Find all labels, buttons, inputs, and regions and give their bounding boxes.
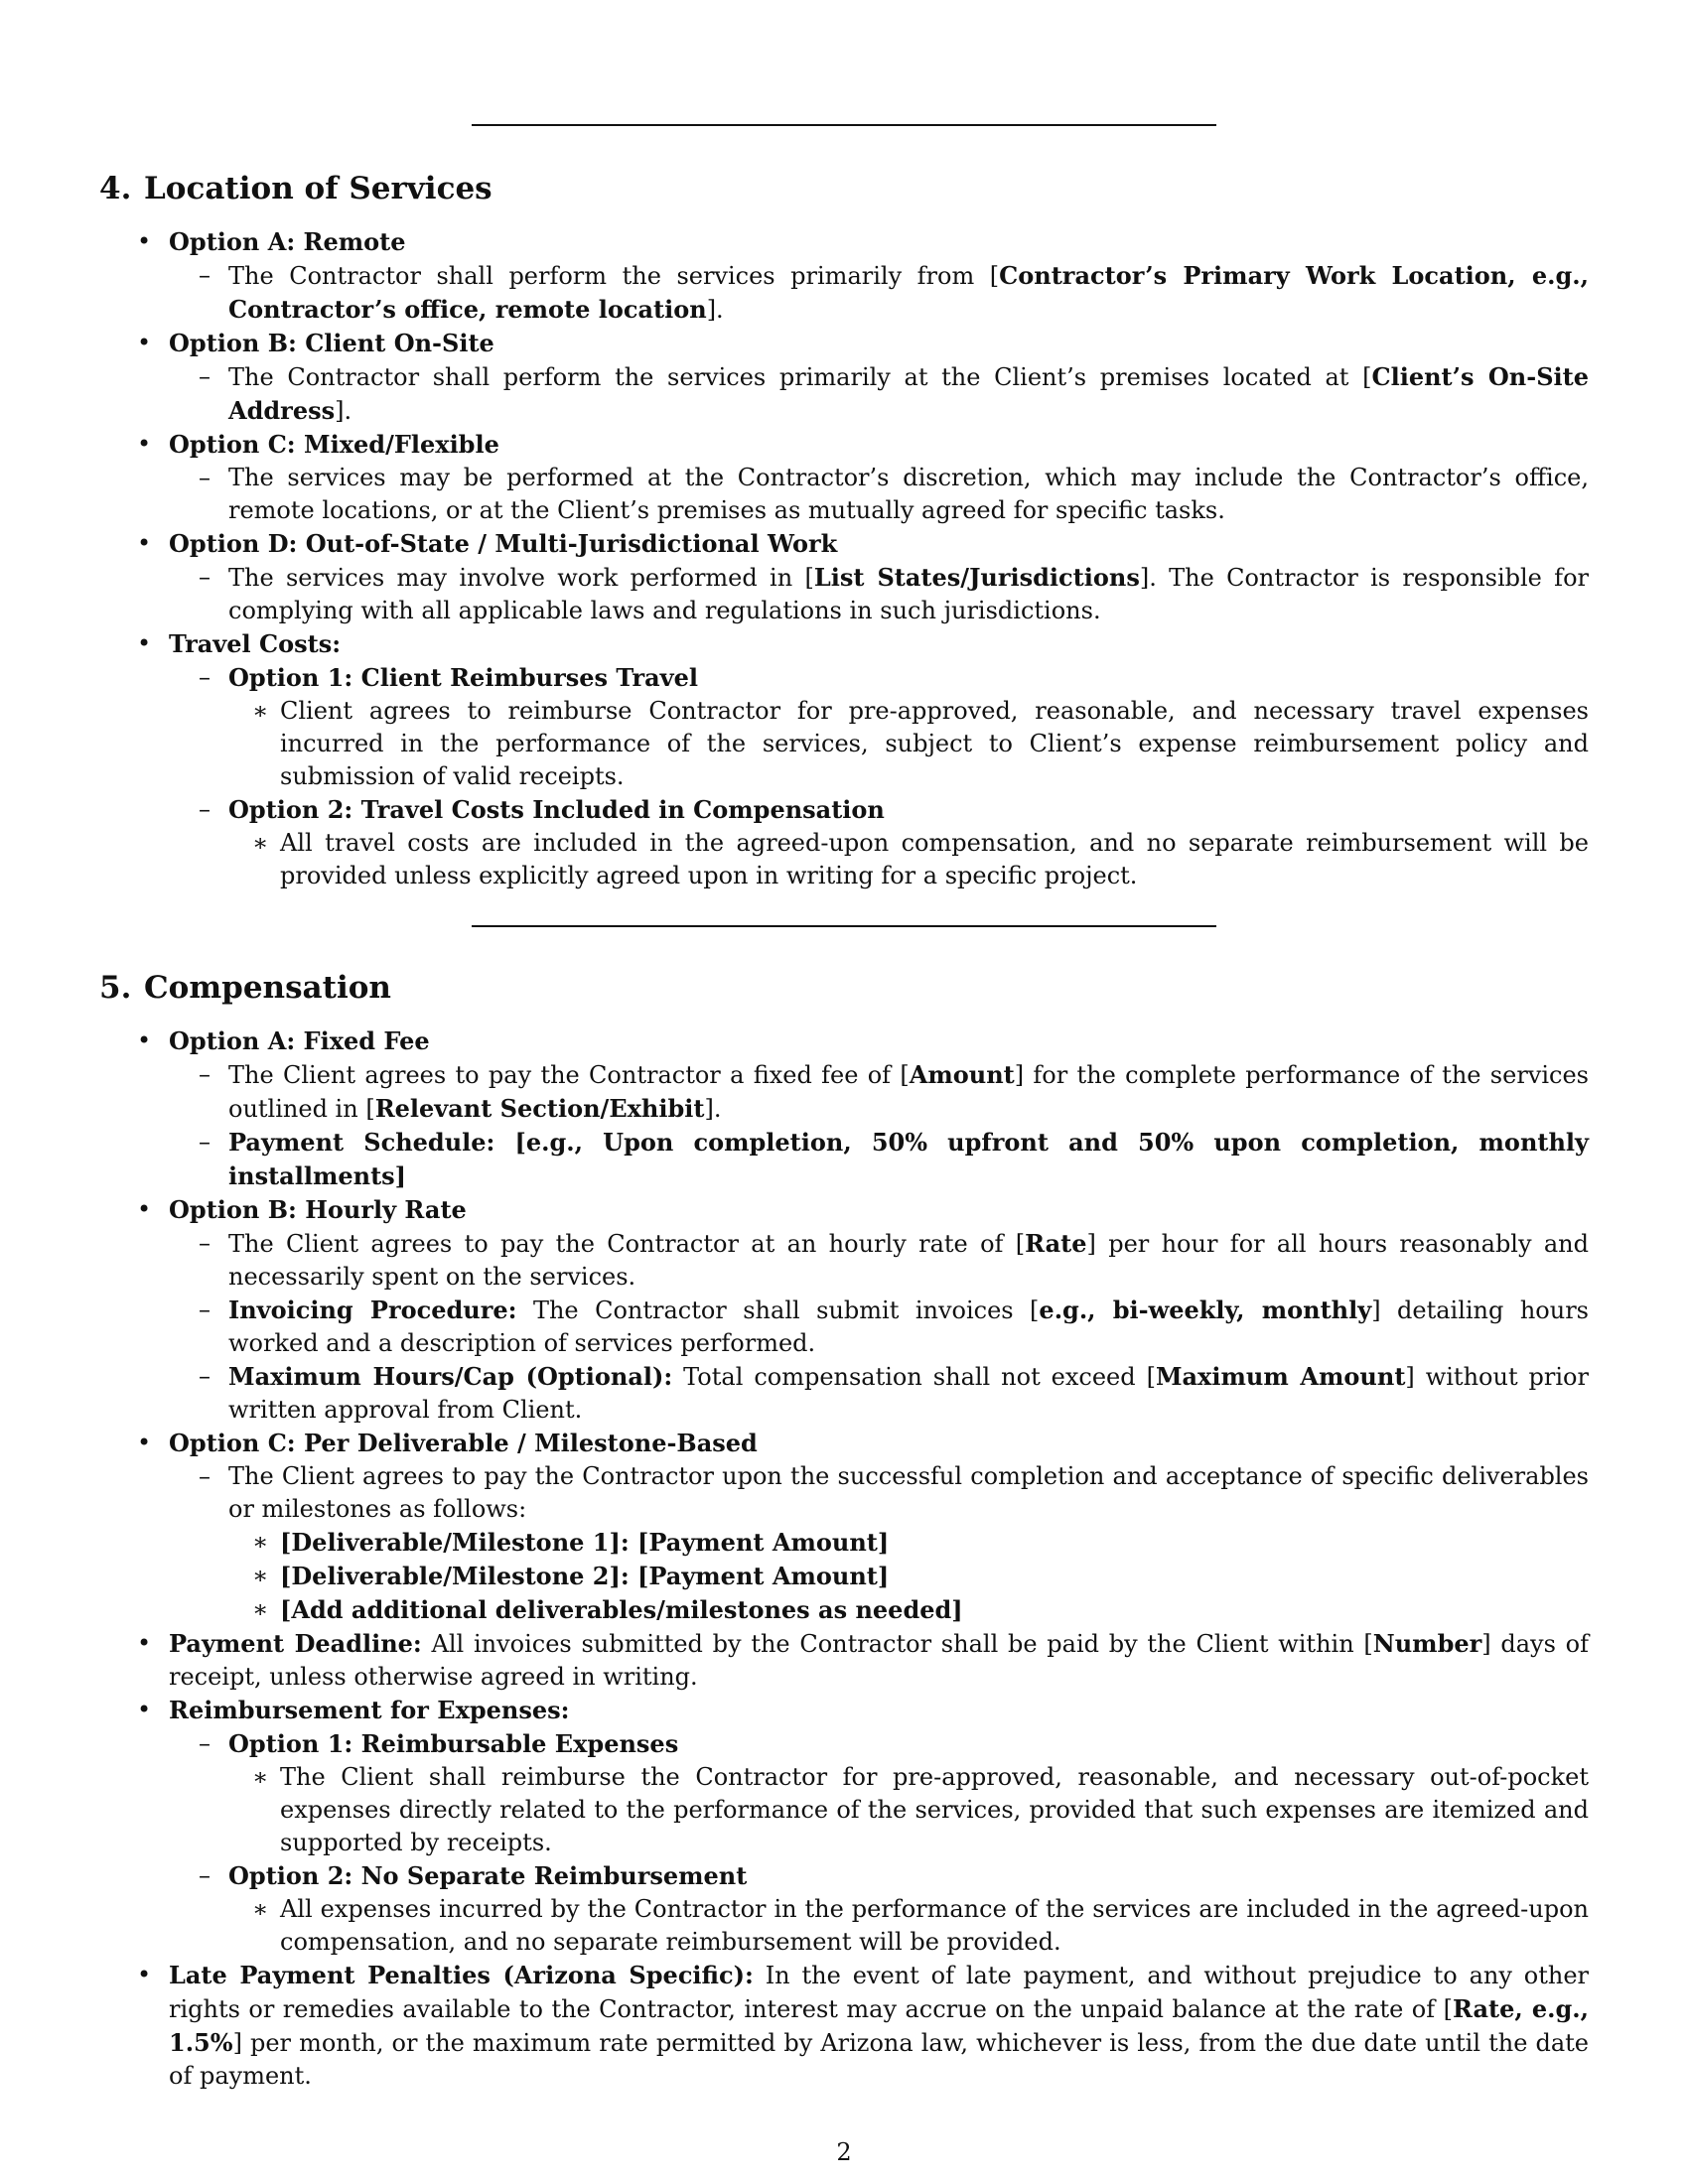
list-item [199,1058,1589,1126]
placeholder-text: [Deliverable/Milestone 1]: [Payment Amount] [280,1528,890,1557]
bullet-icon: • [137,1696,152,1723]
list-item [199,1360,1589,1427]
field-label: Invoicing Procedure: [228,1296,517,1324]
field-label: Late Payment Penalties (Arizona Specific): [169,1961,754,1989]
text-run: The Contractor shall submit invoices [ [516,1297,1040,1324]
text-run: In the event of late payment, and without prejudice to any other rights or remedies available to the Contractor, interest may accrue on the unpaid balance at the rate of [ [169,1962,1589,2023]
dash-icon: – [199,1296,211,1323]
list-item [199,561,1589,627]
section-5-list [99,1024,1589,2093]
bullet-icon: • [137,629,152,657]
dash-icon: – [199,1229,211,1257]
text-run: ] without prior written approval from Client. [228,1363,1589,1424]
list-item [199,661,1589,695]
text-run: All expenses incurred by the Contractor in the performance of the services are included in the agreed-upon compensation, and no separate reimbursement will be provided. [280,1895,1589,1956]
option-heading: Option 2: Travel Costs Included in Compensation [228,795,885,824]
section-4-list [99,225,1589,892]
dash-icon: – [199,1729,211,1757]
field-label: Payment Schedule: [228,1128,495,1157]
list-item [199,360,1590,428]
list-item [252,1526,1589,1560]
list-item [137,627,1589,661]
placeholder-text: List States/Jurisdictions [813,563,1140,592]
bullet-icon: • [137,1026,152,1054]
bullet-icon: • [137,1629,152,1657]
section-divider [472,925,1216,927]
section-number: 5. [99,970,132,1006]
placeholder-text: Amount [909,1060,1015,1089]
text-run: ]. The Contractor is responsible for complying with all applicable laws and regulations in such jurisdictions. [228,564,1589,624]
asterisk-icon: ∗ [252,1528,269,1556]
list-item [252,1560,1589,1593]
list-item [199,1294,1589,1360]
placeholder-text: Maximum Amount [1155,1362,1406,1391]
placeholder-text: Rate, e.g., 1.5% [169,1994,1589,2057]
list-item [137,1694,1589,1727]
text-run: The Contractor shall perform the services primarily from [ [228,262,1000,290]
bullet-icon: • [137,1195,152,1223]
dash-icon: – [199,261,211,289]
field-label: Payment Deadline: [169,1629,422,1658]
option-heading: Option D: Out-of-State / Multi-Jurisdictional Work [169,529,838,558]
placeholder-text: Relevant Section/Exhibit [374,1094,705,1123]
bullet-icon: • [137,1429,152,1456]
text-run: The Client agrees to pay the Contractor upon the successful completion and acceptance of specific deliverables or milestones as follows: [228,1462,1589,1523]
list-item [137,225,1589,259]
text-run: ]. [335,397,352,425]
option-heading: Option B: Hourly Rate [169,1195,467,1224]
placeholder-text: [Add additional deliverables/milestones as needed] [280,1595,963,1624]
option-heading: Reimbursement for Expenses: [169,1696,570,1724]
field-label: Maximum Hours/Cap (Optional): [228,1362,673,1391]
text-run: ] for the complete performance of the services outlined in [ [228,1061,1589,1123]
list-item [199,1460,1589,1526]
asterisk-icon: ∗ [252,829,269,857]
placeholder-text: Contractor’s Primary Work Location, e.g., Contractor’s office, remote location [228,261,1589,324]
list-item [199,1859,1589,1893]
bullet-icon: • [137,430,152,458]
dash-icon: – [199,1362,211,1390]
list-item [199,1227,1590,1294]
option-heading: Option 1: Reimbursable Expenses [228,1729,679,1758]
text-run: ]. [706,296,724,324]
list-item [252,1893,1589,1959]
bullet-icon: • [137,329,152,356]
list-item [137,527,1589,561]
list-item [137,327,1589,360]
list-item [252,1593,1589,1627]
text-run: ] days of receipt, unless otherwise agreed in writing. [169,1630,1589,1691]
text-run: ]. [704,1095,722,1123]
text-run: The services may be performed at the Contractor’s discretion, which may include the Contractor’s office, remote locations, or at the Client’s premises as mutually agreed for specific tasks. [228,464,1589,524]
list-item [137,1427,1589,1460]
placeholder-text: [Deliverable/Milestone 2]: [Payment Amount] [280,1562,890,1590]
option-heading: Option C: Per Deliverable / Milestone-Based [169,1429,758,1457]
bullet-icon: • [137,227,152,255]
list-item [137,428,1589,462]
placeholder-text: Client’s On-Site Address [228,362,1590,425]
dash-icon: – [199,663,211,691]
list-item [199,462,1589,527]
page-number: 2 [836,2138,852,2166]
text-run: ] per hour for all hours reasonably and necessarily spent on the services. [228,1230,1590,1291]
text-run: Total compensation shall not exceed [ [672,1363,1156,1391]
text-run: The Client agrees to pay the Contractor a fixed fee of [ [228,1061,910,1089]
section-title: Compensation [144,970,391,1006]
list-item [137,1024,1589,1058]
list-item [252,1761,1589,1859]
asterisk-icon: ∗ [252,1763,269,1791]
dash-icon: – [199,795,211,823]
dash-icon: – [199,362,211,390]
dash-icon: – [199,464,211,491]
list-item [252,827,1589,892]
text-run: All invoices submitted by the Contractor shall be paid by the Client within [ [421,1630,1373,1658]
text-run: The services may involve work performed in [ [228,564,814,592]
section-4-heading [99,171,492,206]
option-heading: Option 1: Client Reimburses Travel [228,663,699,692]
section-divider [472,124,1216,126]
asterisk-icon: ∗ [252,697,269,725]
option-heading: Option A: Fixed Fee [169,1026,430,1055]
option-heading: Option A: Remote [169,227,406,256]
option-heading: Option 2: No Separate Reimbursement [228,1861,748,1890]
dash-icon: – [199,1060,211,1088]
placeholder-text: [e.g., Upon completion, 50% upfront and 50% upon completion, monthly installments] [228,1128,1589,1190]
list-item [199,793,1589,827]
text-run: The Contractor shall perform the services primarily at the Client’s premises located at [ [228,363,1372,391]
text-run: ] per month, or the maximum rate permitted by Arizona law, whichever is less, from the due date until the date of payment. [169,2029,1589,2090]
list-item [199,1727,1589,1761]
section-5-heading [99,970,391,1006]
text-run: All travel costs are included in the agreed-upon compensation, and no separate reimbursement will be provided unless explicitly agreed upon in writing for a specific project. [280,829,1589,889]
bullet-icon: • [137,529,152,557]
dash-icon: – [199,1462,211,1490]
list-item [199,259,1589,327]
placeholder-text: e.g., bi-weekly, monthly [1039,1296,1372,1324]
list-item [137,1627,1589,1694]
bullet-icon: • [137,1961,152,1988]
text-run: The Client shall reimburse the Contractor for pre-approved, reasonable, and necessary out-of-pocket expenses directly related to the performance of the services, provided that such expenses are itemized and supported by receipts. [280,1763,1589,1856]
section-number: 4. [99,171,132,206]
placeholder-text: Number [1372,1629,1482,1658]
text-run: The Client agrees to pay the Contractor at an hourly rate of [ [228,1230,1026,1258]
option-heading: Option C: Mixed/Flexible [169,430,499,459]
placeholder-text: Rate [1025,1229,1087,1258]
list-item [252,695,1589,793]
dash-icon: – [199,563,211,591]
list-item [137,1193,1589,1227]
option-heading: Travel Costs: [169,629,342,658]
option-heading: Option B: Client On-Site [169,329,494,357]
dash-icon: – [199,1861,211,1889]
asterisk-icon: ∗ [252,1895,269,1923]
list-item [137,1959,1589,2093]
dash-icon: – [199,1128,211,1156]
list-item [199,1126,1589,1193]
text-run: ] detailing hours worked and a description of services performed. [228,1297,1589,1357]
asterisk-icon: ∗ [252,1562,269,1589]
section-title: Location of Services [144,171,492,206]
asterisk-icon: ∗ [252,1595,269,1623]
text-run: Client agrees to reimburse Contractor for pre-approved, reasonable, and necessary travel expenses incurred in the performance of the services, subject to Client’s expense reimbursement policy and submission of valid receipts. [280,697,1589,790]
